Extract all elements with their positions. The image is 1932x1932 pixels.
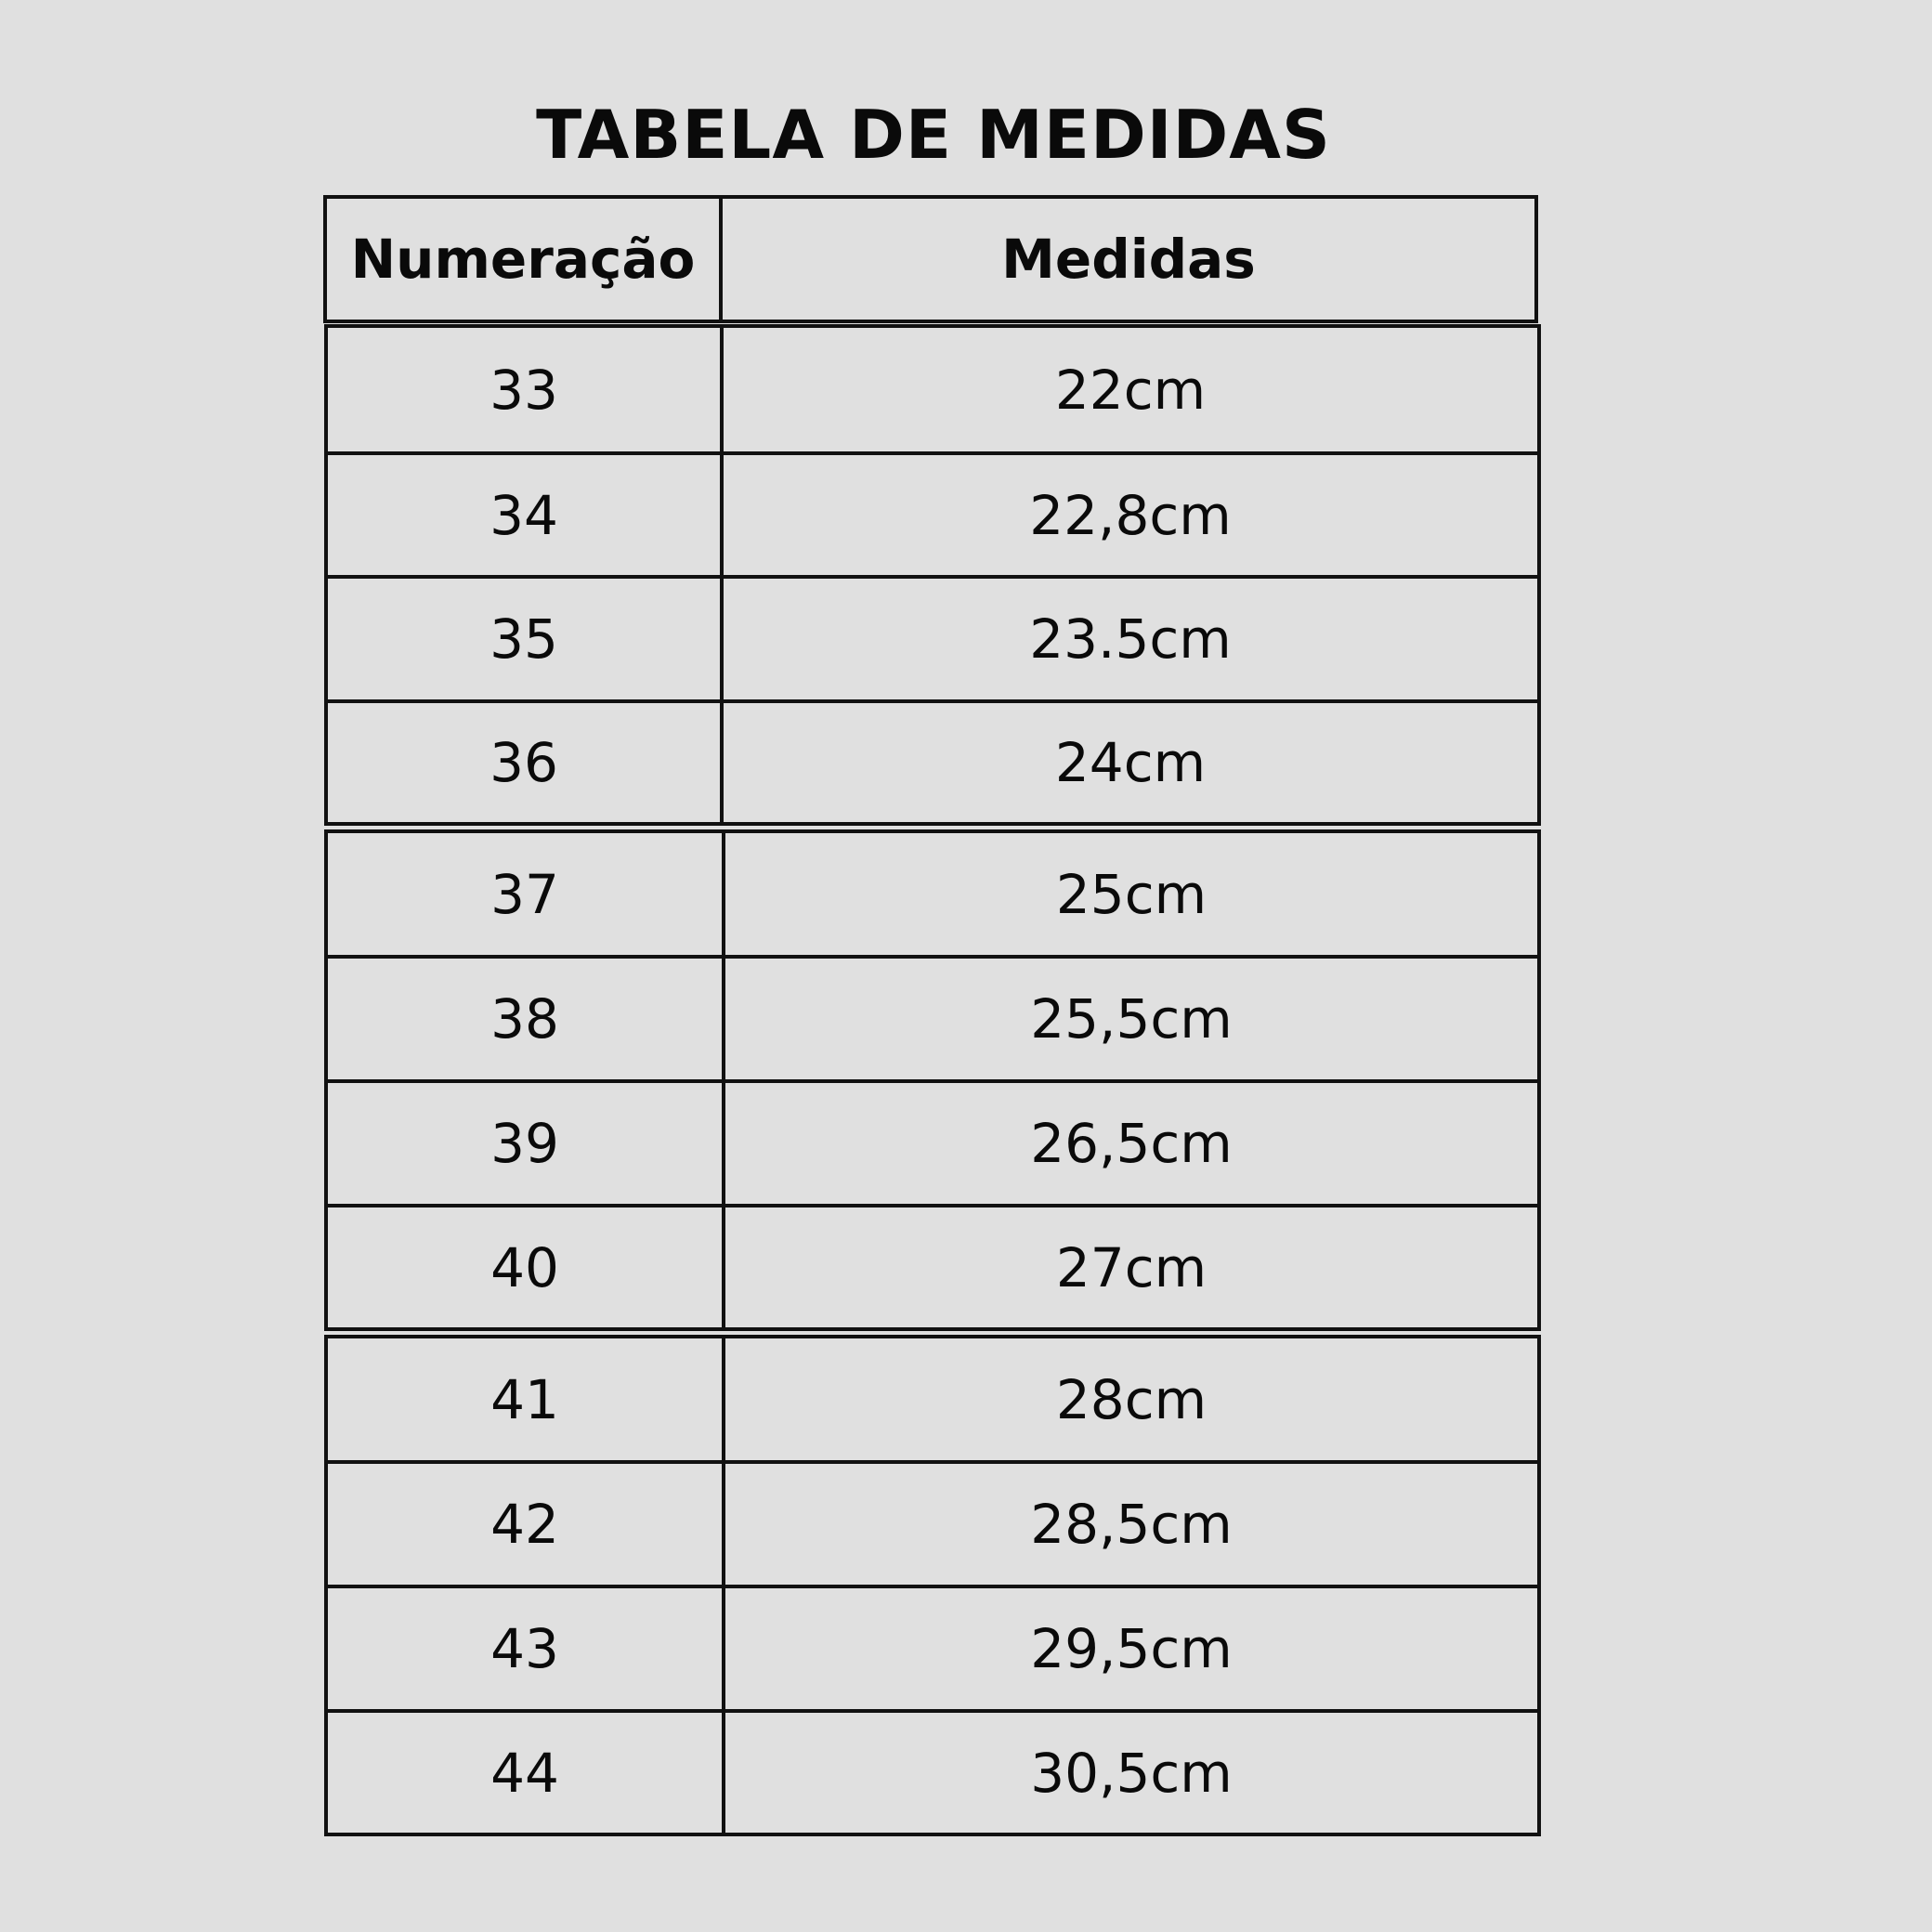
row-medida: 22cm xyxy=(1054,358,1207,422)
row-medida: 25,5cm xyxy=(1030,987,1233,1051)
table-row xyxy=(328,833,1537,955)
table-row xyxy=(328,1464,1537,1585)
row-numeracao: 44 xyxy=(328,1713,725,1833)
row-numeracao: 40 xyxy=(328,1208,725,1327)
row-medida: 26,5cm xyxy=(1030,1112,1233,1175)
row-medida: 30,5cm xyxy=(1030,1741,1233,1805)
table-row xyxy=(328,1713,1537,1833)
table-header xyxy=(323,195,1538,323)
table-row xyxy=(328,1083,1537,1204)
row-medida: 24cm xyxy=(1054,731,1207,794)
header-row xyxy=(327,199,1534,320)
row-numeracao: 36 xyxy=(328,703,724,822)
row-numeracao: 34 xyxy=(328,455,724,575)
header-medidas: Medidas xyxy=(1001,228,1256,291)
table-row xyxy=(328,1208,1537,1327)
row-medida: 25cm xyxy=(1055,862,1208,926)
row-medida: 28,5cm xyxy=(1030,1493,1233,1556)
row-numeracao: 41 xyxy=(328,1338,725,1460)
row-medida: 28cm xyxy=(1055,1367,1208,1431)
table-row xyxy=(328,1588,1537,1709)
table-row xyxy=(328,1338,1537,1460)
row-medida: 22,8cm xyxy=(1029,483,1232,547)
header-numeracao: Numeração xyxy=(327,199,723,320)
page-title: TABELA DE MEDIDAS xyxy=(536,96,1331,174)
row-numeracao: 39 xyxy=(328,1083,725,1204)
table-row xyxy=(328,579,1537,699)
row-numeracao: 35 xyxy=(328,579,724,699)
row-medida: 29,5cm xyxy=(1030,1617,1233,1680)
table-group-1 xyxy=(324,324,1541,826)
row-numeracao: 42 xyxy=(328,1464,725,1585)
row-numeracao: 43 xyxy=(328,1588,725,1709)
row-numeracao: 37 xyxy=(328,833,725,955)
row-medida: 23.5cm xyxy=(1029,607,1232,671)
table-row xyxy=(328,328,1537,451)
table-row xyxy=(328,455,1537,575)
row-numeracao: 33 xyxy=(328,328,724,451)
row-medida: 27cm xyxy=(1055,1235,1208,1299)
table-group-2 xyxy=(324,829,1541,1331)
row-numeracao: 38 xyxy=(328,959,725,1079)
table-group-3 xyxy=(324,1335,1541,1836)
table-row xyxy=(328,703,1537,822)
table-row xyxy=(328,959,1537,1079)
